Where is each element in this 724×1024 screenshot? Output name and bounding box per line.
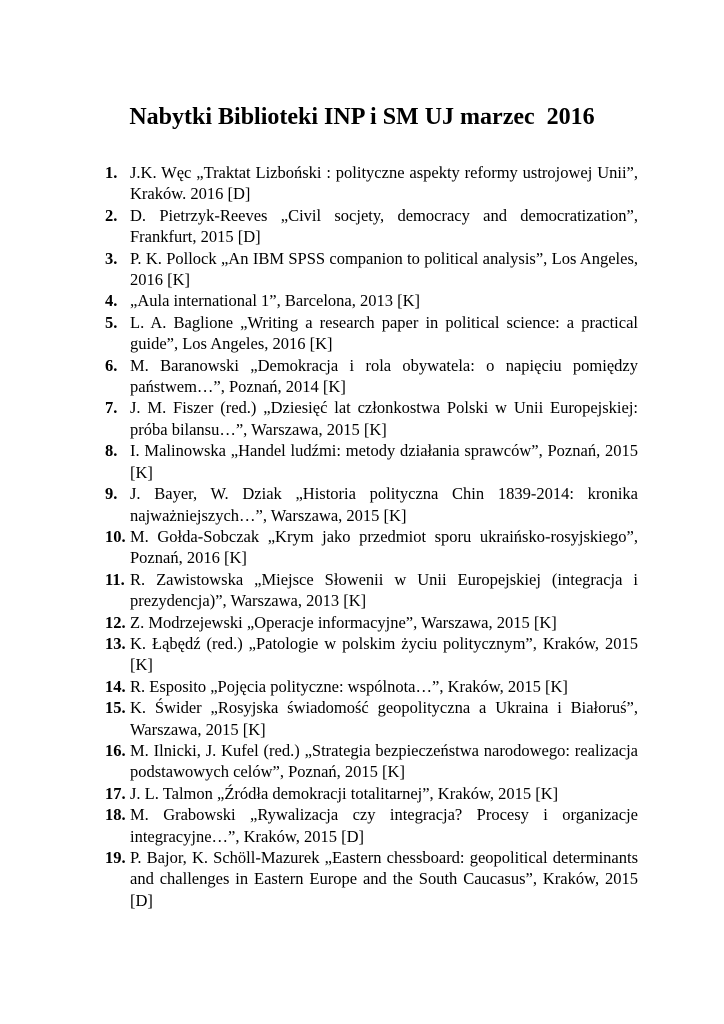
list-item (105, 676, 638, 697)
list-item (105, 783, 638, 804)
list-item (105, 847, 638, 911)
list-item (105, 162, 638, 205)
list-item (105, 526, 638, 569)
item-text: M. Ilnicki, J. Kufel (red.) „Strategia bezpieczeństwa narodowego: realizacja podstawowych celów”, Poznań, 2015 [K] (130, 740, 638, 782)
item-number: 9. (105, 484, 118, 504)
acquisitions-list (105, 162, 638, 911)
list-item (105, 804, 638, 847)
item-text: J. L. Talmon „Źródła demokracji totalitarnej”, Kraków, 2015 [K] (130, 783, 559, 803)
item-text: Z. Modrzejewski „Operacje informacyjne”, Warszawa, 2015 [K] (130, 612, 557, 632)
item-text: J.K. Węc „Traktat Lizboński : polityczne aspekty reformy ustrojowej Unii”, Kraków. 2016 [D] (130, 163, 638, 204)
list-item (105, 569, 638, 612)
item-number: 12. (105, 612, 126, 632)
item-number: 1. (105, 163, 118, 182)
item-text: L. A. Baglione „Writing a research paper in political science: a practical guide”, Los Angeles, 2016 [K] (130, 312, 638, 354)
item-text: R. Esposito „Pojęcia polityczne: wspólnota…”, Kraków, 2015 [K] (130, 676, 568, 696)
item-number: 13. (105, 633, 126, 653)
item-number: 19. (105, 848, 126, 867)
item-number: 5. (105, 312, 118, 332)
list-item (105, 205, 638, 248)
page-title: Nabytki Biblioteki INP i SM UJ marzec 2016 (129, 104, 595, 131)
item-number: 7. (105, 398, 118, 418)
item-text: D. Pietrzyk-Reeves „Civil socjety, democracy and democratization”, Frankfurt, 2015 [D] (130, 205, 638, 247)
item-number: 6. (105, 355, 118, 375)
item-text: P. Bajor, K. Schöll-Mazurek „Eastern chessboard: geopolitical determinants and challenges in Eastern Europe and the South Caucasus”, Kraków, 2015 [D] (130, 848, 638, 910)
list-item (105, 290, 638, 311)
list-item (105, 633, 638, 676)
item-number: 18. (105, 805, 126, 825)
list-item (105, 312, 638, 355)
item-number: 17. (105, 783, 126, 803)
item-number: 11. (105, 569, 125, 589)
item-text: K. Łąbędź (red.) „Patologie w polskim życiu politycznym”, Kraków, 2015 [K] (130, 633, 638, 675)
item-text: J. Bayer, W. Dziak „Historia polityczna Chin 1839-2014: kronika najważniejszych…”, Warszawa, 2015 [K] (130, 484, 638, 525)
item-number: 4. (105, 291, 118, 311)
item-text: M. Gołda-Sobczak „Krym jako przedmiot sporu ukraińsko-rosyjskiego”, Poznań, 2016 [K] (130, 526, 638, 568)
list-item (105, 697, 638, 740)
item-number: 3. (105, 248, 118, 268)
item-number: 16. (105, 740, 126, 760)
list-item (105, 248, 638, 291)
item-text: M. Baranowski „Demokracja i rola obywatela: o napięciu pomiędzy państwem…”, Poznań, 2014 [K] (130, 355, 638, 397)
item-number: 8. (105, 441, 118, 461)
list-item (105, 483, 638, 526)
item-text: R. Zawistowska „Miejsce Słowenii w Unii Europejskiej (integracja i prezydencja)”, Warszawa, 2013 [K] (130, 569, 638, 611)
item-text: „Aula international 1”, Barcelona, 2013 [K] (130, 291, 421, 311)
item-text: P. K. Pollock „An IBM SPSS companion to political analysis”, Los Angeles, 2016 [K] (130, 248, 638, 290)
item-text: K. Świder „Rosyjska świadomość geopolityczna a Ukraina i Białoruś”, Warszawa, 2015 [K] (130, 698, 638, 739)
item-text: J. M. Fiszer (red.) „Dziesięć lat członkostwa Polski w Unii Europejskiej: próba bilansu…”, Warszawa, 2015 [K] (130, 398, 638, 439)
list-item (105, 355, 638, 398)
item-number: 2. (105, 205, 118, 225)
list-item (105, 397, 638, 440)
item-text: I. Malinowska „Handel ludźmi: metody działania sprawców”, Poznań, 2015 [K] (130, 441, 638, 482)
item-text: M. Grabowski „Rywalizacja czy integracja? Procesy i organizacje integracyjne…”, Kraków, 2015 [D] (130, 805, 638, 846)
item-number: 14. (105, 676, 126, 696)
list-item (105, 440, 638, 483)
list-item (105, 612, 638, 633)
item-number: 10. (105, 526, 126, 546)
item-number: 15. (105, 698, 126, 718)
list-item (105, 740, 638, 783)
